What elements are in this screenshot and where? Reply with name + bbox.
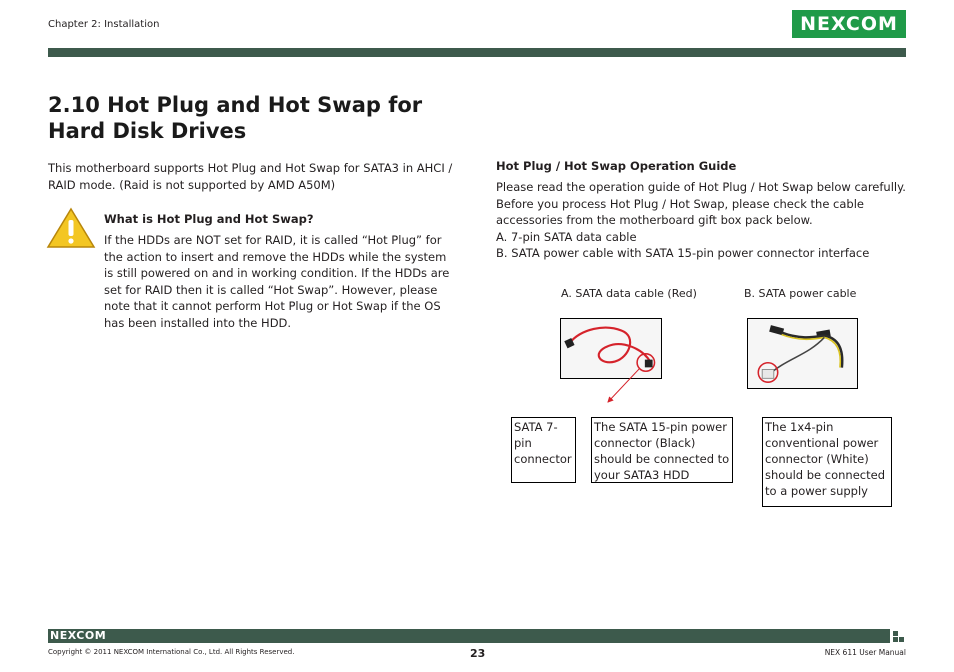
chapter-label: Chapter 2: Installation [48,19,160,30]
guide-line: Before you process Hot Plug / Hot Swap, please check the cable accessories from the motherboard gift box pack below. [496,196,864,227]
footer-squares-icon [890,629,906,643]
hot-plug-description: If the HDDs are NOT set for RAID, it is called “Hot Plug” for the action to insert and remove the HDDs while the system is still powered on and in working condition. If the HDDs are set for RAID then it is called “Hot Swap”. However, please note that it cannot perform Hot Plug or Hot Swap if the OS has been installed into the HDD. [104,233,450,330]
header-divider [48,48,906,57]
hot-plug-heading: What is Hot Plug and Hot Swap? [104,212,314,226]
caption-sata-power-cable: B. SATA power cable [744,287,857,300]
caption-sata-data-cable: A. SATA data cable (Red) [561,287,697,300]
manual-name: NEX 611 User Manual [824,648,906,657]
guide-heading: Hot Plug / Hot Swap Operation Guide [496,159,737,173]
nexcom-logo [792,10,906,38]
warning-icon [46,207,96,249]
page-title: 2.10 Hot Plug and Hot Swap for Hard Disk Drives [48,93,423,143]
logo-text: NEXCOM [800,13,898,35]
guide-line: A. 7-pin SATA data cable [496,229,637,244]
intro-paragraph: This motherboard supports Hot Plug and Hot Swap for SATA3 in AHCI / RAID mode. (Raid is not supported by AMD A50M) [48,161,453,192]
footer-bar [48,629,906,643]
note-15pin-connector: The SATA 15-pin power connector (Black) should be connected to your SATA3 HDD [591,417,733,483]
guide-line: B. SATA power cable with SATA 15-pin power connector interface [496,246,870,260]
guide-line: Please read the operation guide of Hot Plug / Hot Swap below carefully. [496,180,906,194]
page-number: 23 [470,647,486,660]
footer-logo: NEXCOM [50,629,107,642]
note-sata-7pin: SATA 7-pin connector [511,417,576,483]
copyright-text: Copyright © 2011 NEXCOM International Co., Ltd. All Rights Reserved. [48,648,295,656]
note-1x4-connector: The 1x4-pin conventional power connector (White) should be connected to a power supply [762,417,892,507]
sata-data-cable-photo [560,318,662,379]
sata-power-cable-photo [747,318,858,389]
guide-body [496,179,910,262]
